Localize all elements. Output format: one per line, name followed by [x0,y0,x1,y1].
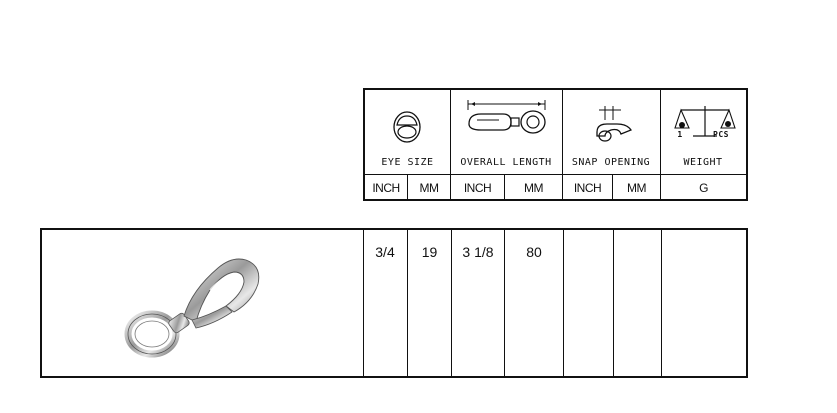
eye-mm-unit: MM [419,181,439,195]
eye-mm-value: 19 [421,244,438,260]
snap-mm-unit: MM [627,181,646,195]
product-row [40,228,748,378]
eye-inch-unit: INCH [372,181,400,195]
weight-icon-text: PCS [713,130,729,139]
weight-label: WEIGHT [683,157,723,168]
divider [365,174,746,175]
eye-ring-icon [387,106,427,146]
snap-hook-length-icon [463,98,553,146]
eye-size-label: EYE SIZE [381,157,434,168]
snap-inch-unit: INCH [573,181,602,195]
divider [613,230,614,376]
weight-g-unit: G [699,181,708,195]
weight-icon-num: 1 [677,130,683,139]
length-mm-unit: MM [524,181,543,195]
length-mm-value: 80 [526,244,542,260]
swivel-snap-hook-image [122,250,272,365]
snap-opening-label: SNAP OPENING [571,157,651,168]
spec-header-table [363,88,748,201]
length-inch-unit: INCH [463,181,492,195]
divider [661,230,662,376]
eye-inch-value: 3/4 [375,244,395,260]
overall-length-label: OVERALL LENGTH [460,157,552,168]
divider [563,230,564,376]
snap-opening-icon [591,104,635,144]
length-inch-value: 3 1/8 [462,244,494,260]
